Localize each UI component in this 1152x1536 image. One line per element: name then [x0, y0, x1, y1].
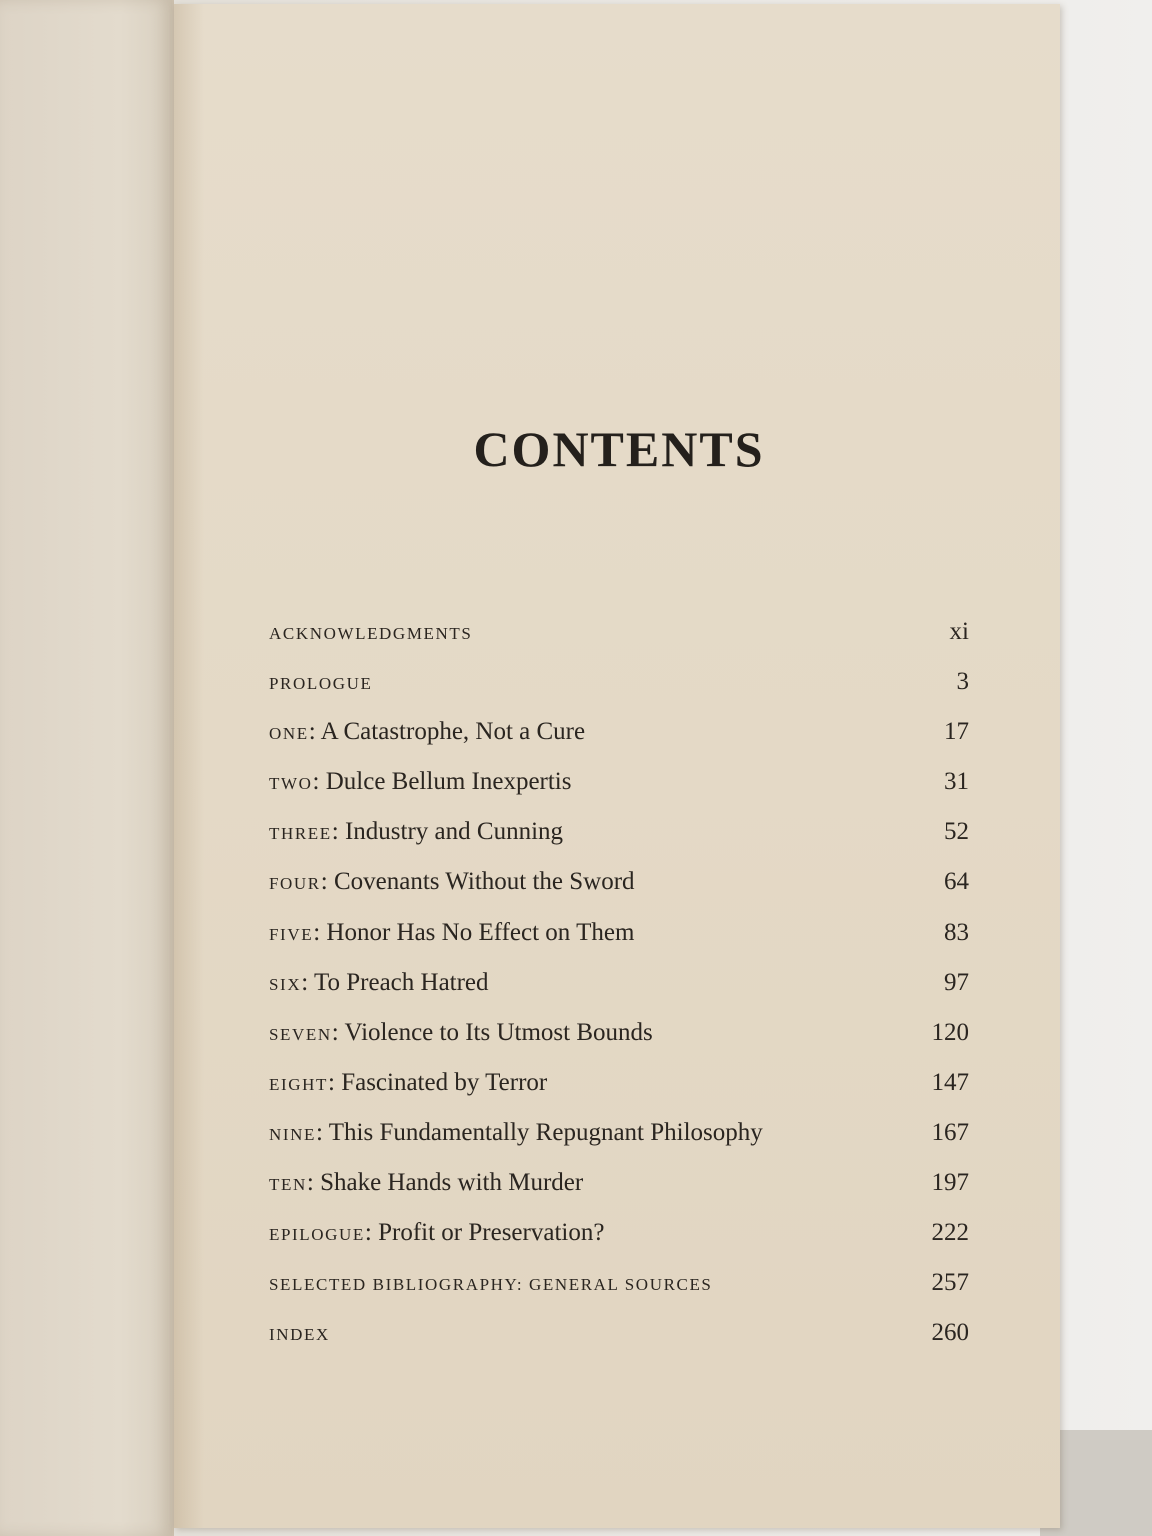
entry-text: [269, 969, 489, 997]
entry-title: Profit or Preservation?: [378, 1219, 605, 1247]
page-title: CONTENTS: [473, 421, 765, 477]
entry-page-number: 31: [944, 768, 969, 796]
entry-separator: :: [308, 718, 316, 746]
facing-page: [0, 0, 174, 1536]
entry-title: Honor Has No Effect on Them: [326, 918, 635, 946]
entry-text: [269, 1069, 547, 1097]
entry-title: To Preach Hatred: [313, 968, 489, 996]
toc-entry: [269, 662, 969, 712]
toc-entry: [269, 963, 969, 1013]
entry-page-number: 3: [956, 668, 969, 696]
entry-page-number: 97: [944, 968, 969, 996]
toc-entry: [269, 812, 969, 862]
entry-separator: :: [320, 868, 328, 896]
entry-page-number: 120: [931, 1018, 969, 1046]
entry-text: [269, 818, 563, 846]
entry-label: THREE: [269, 824, 332, 844]
entry-separator: :: [316, 1118, 323, 1146]
entry-label: ACKNOWLEDGMENTS: [269, 624, 473, 643]
entry-separator: :: [331, 818, 339, 846]
entry-label: TEN: [269, 1175, 307, 1195]
entry-title: Fascinated by Terror: [341, 1068, 548, 1096]
entry-separator: :: [313, 918, 321, 946]
entry-separator: :: [364, 1219, 372, 1247]
entry-text: [269, 1269, 712, 1297]
toc-entry: [269, 1013, 969, 1063]
toc-entry: [269, 913, 969, 963]
toc-entry: [269, 1263, 969, 1313]
entry-text: [269, 1319, 330, 1347]
entry-title: Dulce Bellum Inexpertis: [325, 768, 572, 796]
entry-label: ONE: [269, 724, 309, 744]
entry-label: SEVEN: [269, 1024, 332, 1044]
toc-entry: [269, 1063, 969, 1113]
entry-page-number: xi: [949, 618, 969, 645]
entry-text: [269, 768, 571, 796]
entry-label: NINE: [269, 1124, 316, 1144]
entry-label: EPILOGUE: [269, 1225, 365, 1245]
entry-text: [269, 668, 372, 696]
entry-label: TWO: [269, 774, 313, 794]
entry-text: [269, 1019, 653, 1047]
toc-entry: [269, 712, 969, 762]
entry-text: [269, 919, 634, 947]
entry-title: This Fundamentally Repugnant Philosophy: [328, 1118, 763, 1146]
entry-title: A Catastrophe, Not a Cure: [320, 718, 586, 746]
entry-text: [269, 868, 635, 896]
contents-page: [174, 4, 1060, 1528]
entry-separator: :: [312, 768, 320, 796]
toc-entry: [269, 1213, 969, 1263]
entry-text: [269, 1169, 583, 1197]
entry-separator: :: [301, 968, 309, 996]
toc-entry: [269, 1163, 969, 1213]
toc-entry: [269, 1313, 969, 1363]
entry-title: Industry and Cunning: [344, 818, 564, 846]
entry-label: FOUR: [269, 874, 321, 894]
entry-separator: :: [327, 1068, 335, 1096]
entry-page-number: 17: [944, 718, 969, 746]
entry-title: Violence to Its Utmost Bounds: [344, 1018, 653, 1046]
entry-separator: :: [306, 1169, 314, 1197]
toc-entry: [269, 1113, 969, 1163]
entry-page-number: 260: [931, 1319, 969, 1347]
entry-page-number: 83: [944, 918, 969, 946]
entry-text: [269, 1219, 604, 1247]
toc-entry: [269, 612, 969, 662]
entry-page-number: 222: [931, 1219, 969, 1247]
entry-label: FIVE: [269, 924, 314, 944]
entry-title: Shake Hands with Murder: [320, 1169, 584, 1197]
entry-title: Covenants Without the Sword: [333, 868, 635, 896]
toc-entry: [269, 862, 969, 912]
entry-page-number: 64: [944, 868, 969, 896]
entry-page-number: 197: [931, 1169, 969, 1197]
entry-text: [269, 618, 472, 646]
entry-label: SIX: [269, 974, 302, 994]
entry-separator: :: [331, 1018, 339, 1046]
entry-label: EIGHT: [269, 1074, 328, 1094]
entry-label: PROLOGUE: [269, 674, 373, 694]
toc-entry: [269, 762, 969, 812]
entry-page-number: 167: [931, 1118, 969, 1146]
entry-page-number: 257: [931, 1269, 969, 1297]
entry-page-number: 52: [944, 818, 969, 846]
entry-label: INDEX: [269, 1325, 330, 1345]
toc-list: [269, 612, 969, 1363]
entry-page-number: 147: [931, 1068, 969, 1096]
entry-label: SELECTED BIBLIOGRAPHY: GENERAL SOURCES: [269, 1275, 713, 1295]
entry-text: [269, 1119, 763, 1147]
entry-text: [269, 718, 585, 746]
